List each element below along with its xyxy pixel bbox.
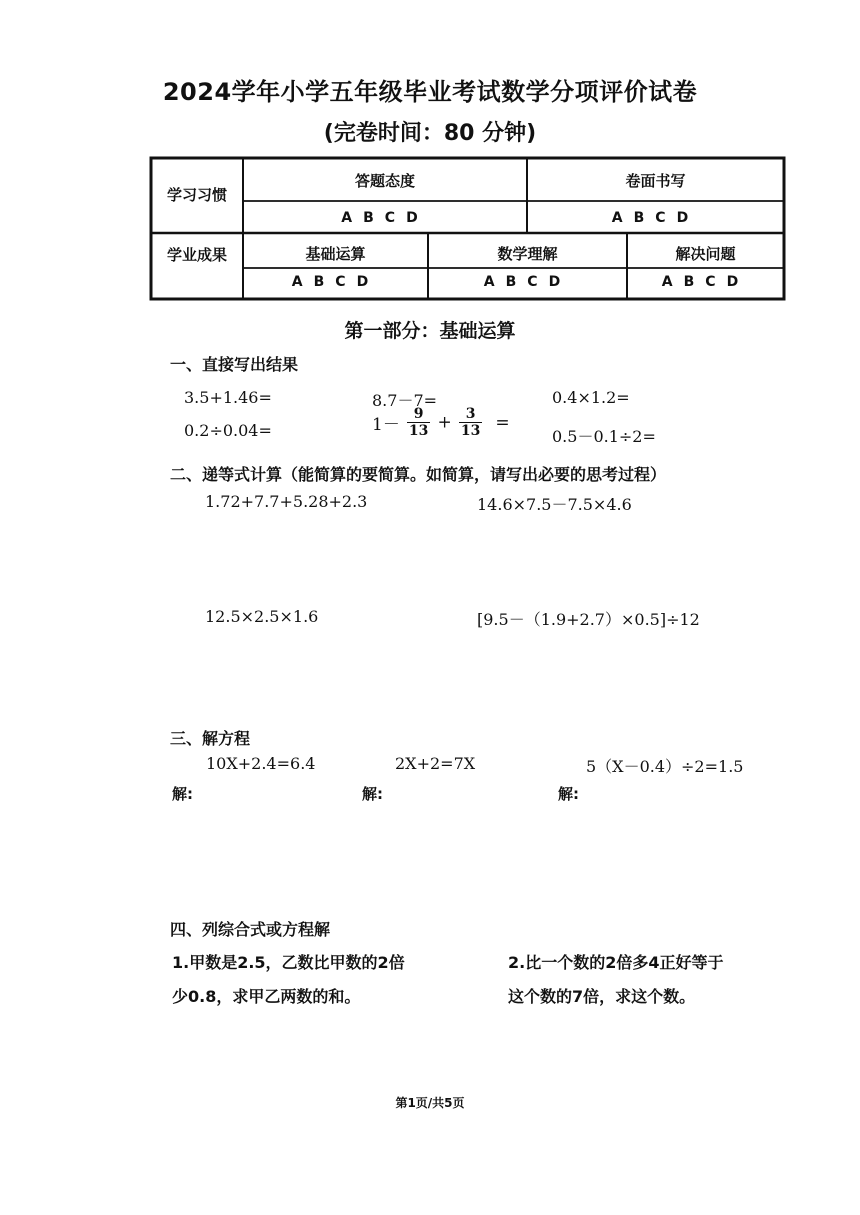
part1-title: 第一部分：基础运算 <box>344 320 516 342</box>
exam-title: 2024学年小学五年级毕业考试数学分项评价试卷 <box>162 78 698 106</box>
q1-heading: 一、直接写出结果 <box>170 355 299 374</box>
result-item-problem-solving: 解决问题 <box>675 245 736 263</box>
q1-item: 8.7－7= <box>372 391 438 410</box>
q1-item: 3.5+1.46= <box>184 388 272 407</box>
q3-equation: 10X+2.4=6.4 <box>206 754 316 773</box>
q3-equation: 2X+2=7X <box>395 754 476 773</box>
q1-item: 0.5－0.1÷2= <box>552 427 656 446</box>
fraction-numerator: 3 <box>465 406 476 422</box>
q2-item: 12.5×2.5×1.6 <box>205 607 319 626</box>
row-label-study-habits: 学习习惯 <box>166 186 227 204</box>
grade-options-attitude[interactable]: ABCD <box>341 210 429 226</box>
q4-problem1-line2: 少0.8，求甲乙两数的和。 <box>172 987 361 1006</box>
exam-duration: (完卷时间：80 分钟) <box>323 121 537 146</box>
q4-heading: 四、列综合式或方程解 <box>170 920 331 939</box>
solve-label: 解: <box>558 785 579 803</box>
q2-heading: 二、递等式计算（能简算的要简算。如简算，请写出必要的思考过程） <box>170 465 667 484</box>
q4-problem2-line1: 2.比一个数的2倍多4正好等于 <box>508 953 724 972</box>
q2-item: 14.6×7.5－7.5×4.6 <box>477 495 632 514</box>
habit-item-attitude: 答题态度 <box>354 172 415 190</box>
page-number: 第1页/共5页 <box>395 1096 465 1110</box>
result-item-understanding: 数学理解 <box>497 245 558 263</box>
fraction-denominator: 13 <box>408 423 429 439</box>
solve-label: 解: <box>172 785 193 803</box>
q3-equation: 5（X－0.4）÷2=1.5 <box>586 757 744 776</box>
fraction-denominator: 13 <box>460 423 481 439</box>
q1-fraction-item <box>372 406 510 439</box>
q4-problem1-line1: 1.甲数是2.5，乙数比甲数的2倍 <box>172 953 405 972</box>
fraction-9-13 <box>407 406 430 439</box>
grade-options-understanding[interactable]: ABCD <box>483 274 572 290</box>
row-label-academic-results: 学业成果 <box>166 246 227 264</box>
grade-options-basic-calc[interactable]: ABCD <box>291 274 380 290</box>
fraction-numerator: 9 <box>413 406 424 422</box>
q2-item: 1.72+7.7+5.28+2.3 <box>205 492 368 511</box>
grade-options-problem-solving[interactable]: ABCD <box>661 274 750 290</box>
fraction-lead: 1－ <box>372 415 400 435</box>
equals-sign: = <box>495 412 510 433</box>
q1-item: 0.4×1.2= <box>552 388 630 407</box>
q1-item: 0.2÷0.04= <box>184 421 272 440</box>
habit-item-handwriting: 卷面书写 <box>625 172 686 190</box>
result-item-basic-calc: 基础运算 <box>305 245 366 263</box>
grade-options-handwriting[interactable]: ABCD <box>611 210 700 226</box>
plus-sign: + <box>437 412 452 433</box>
solve-label: 解: <box>362 785 383 803</box>
fraction-3-13 <box>459 406 482 439</box>
q2-item: [9.5－（1.9+2.7）×0.5]÷12 <box>477 610 700 629</box>
q4-problem2-line2: 这个数的7倍，求这个数。 <box>508 987 696 1006</box>
q3-heading: 三、解方程 <box>170 729 251 748</box>
